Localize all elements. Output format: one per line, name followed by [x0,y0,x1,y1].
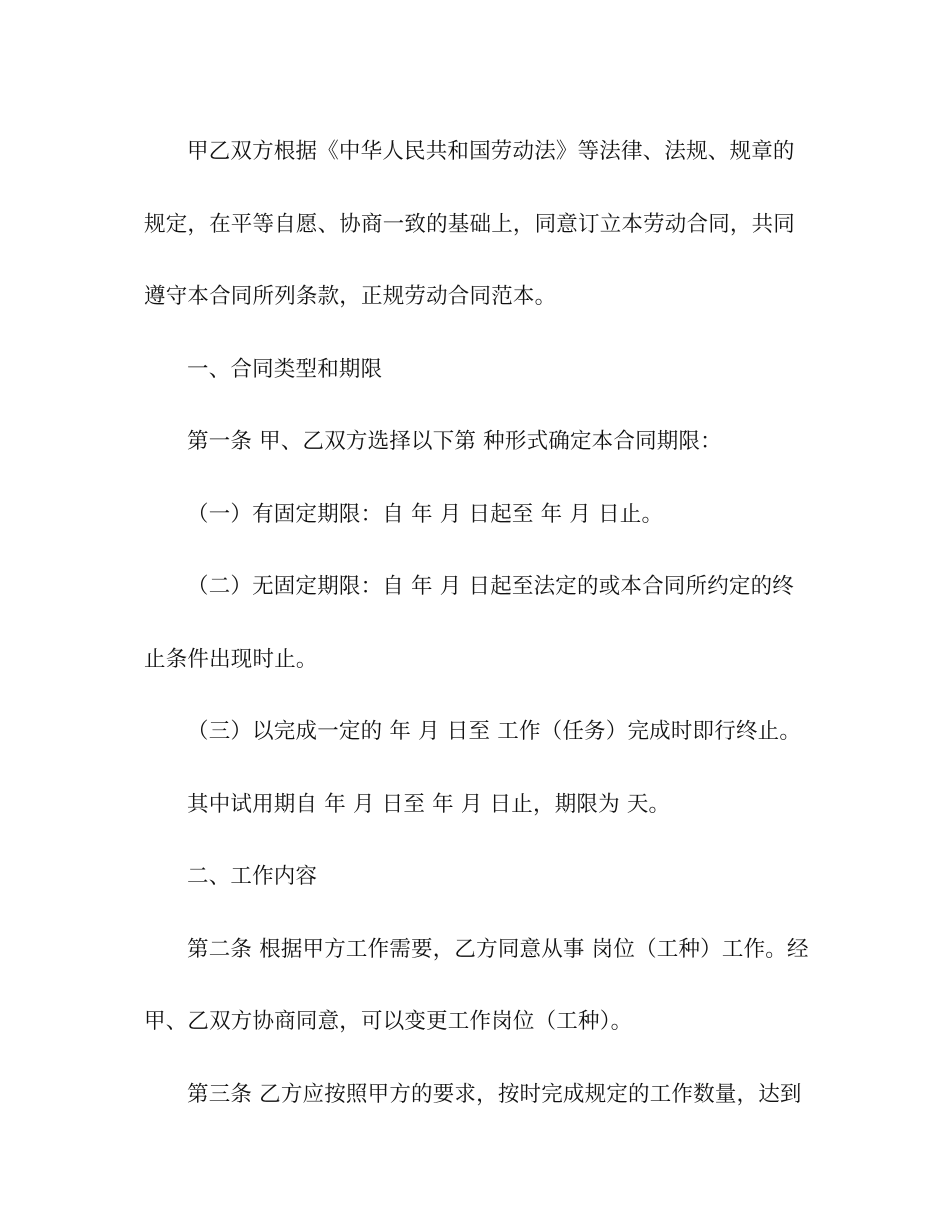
article-1-item-1: （一）有固定期限：自 年 月 日起至 年 月 日止。 [187,501,664,527]
article-1-item-3: （三）以完成一定的 年 月 日至 工作（任务）完成时即行终止。 [187,719,802,744]
probation-period: 其中试用期自 年 月 日至 年 月 日止，期限为 天。 [187,791,671,817]
article-2: 第二条 根据甲方工作需要，乙方同意从事 岗位（工种）工作。经甲、乙双方协商同意，可以变更工作岗位（工种）。 [144,936,809,1034]
paragraph-intro: 甲乙双方根据《中华人民共和国劳动法》等法律、法规、规章的规定，在平等自愿、协商一致的基础上，同意订立本劳动合同，共同遵守本合同所列条款，正规劳动合同范本。 [144,139,796,309]
section-heading-work-content: 二、工作内容 [187,864,318,889]
article-1-item-2: （二）无固定期限：自 年 月 日起至法定的或本合同所约定的终止条件出现时止。 [144,574,795,672]
article-3: 第三条 乙方应按照甲方的要求，按时完成规定的工作数量，达到 [187,1081,802,1107]
article-1: 第一条 甲、乙双方选择以下第 种形式确定本合同期限： [187,429,722,454]
section-heading-contract-type: 一、合同类型和期限 [187,356,383,382]
document-body [144,116,809,1131]
